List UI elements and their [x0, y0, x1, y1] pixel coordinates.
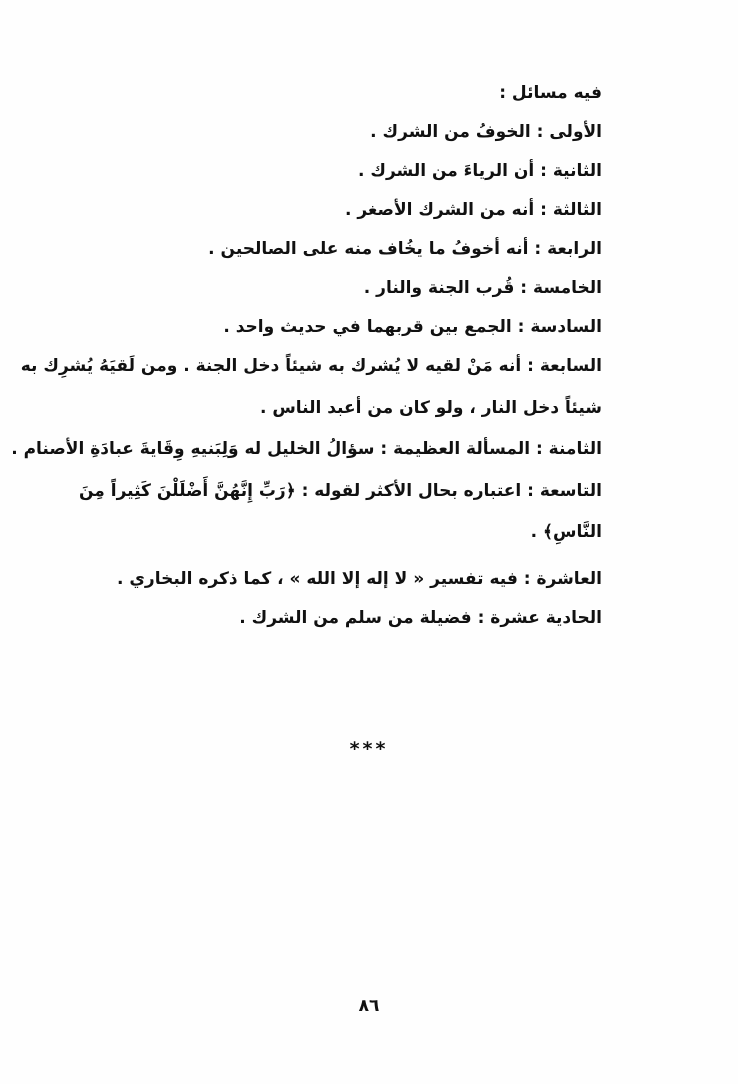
issue-line-7-continuation: شيئاً دخل النار ، ولو كان من أعبد الناس .: [259, 398, 602, 418]
issue-line-3: الثالثة : أنه من الشرك الأصغر .: [344, 200, 602, 220]
issue-line-11: الحادية عشرة : فضيلة من سلم من الشرك .: [239, 608, 602, 628]
page-number: ٨٦: [358, 996, 380, 1016]
issue-line-2: الثانية : أن الرياءَ من الشرك .: [357, 161, 602, 181]
issue-line-9: التاسعة : اعتباره بحال الأكثر لقوله : ﴿رَبِّ إِنَّهُنَّ أَضْلَلْنَ كَثِيراً مِنَ: [79, 481, 602, 501]
issue-line-8: الثامنة : المسألة العظيمة : سؤالُ الخليل له وَلِبَنيهِ وِقَايةَ عبادَةِ الأصنام .: [11, 439, 602, 459]
intro-line: فيه مسائل :: [499, 83, 602, 103]
section-separator: ***: [349, 738, 389, 760]
issue-line-7: السابعة : أنه مَنْ لقيه لا يُشرك به شيئاً دخل الجنة . ومن لَقيَهُ يُشرِك به: [20, 356, 602, 376]
issue-line-1: الأولى : الخوفُ من الشرك .: [370, 122, 602, 142]
issues-list: [11, 74, 602, 638]
issue-line-4: الرابعة : أنه أخوفُ ما يخُاف منه على الصالحين .: [208, 239, 602, 259]
issue-line-9-continuation: النَّاسِ﴾ .: [530, 522, 602, 542]
issue-line-10: العاشرة : فيه تفسير « لا إله إلا الله » ، كما ذكره البخاري .: [116, 569, 602, 589]
issue-line-6: السادسة : الجمع بين قربهما في حديث واحد .: [223, 317, 602, 337]
issue-line-5: الخامسة : قُرب الجنة والنار .: [363, 278, 602, 298]
